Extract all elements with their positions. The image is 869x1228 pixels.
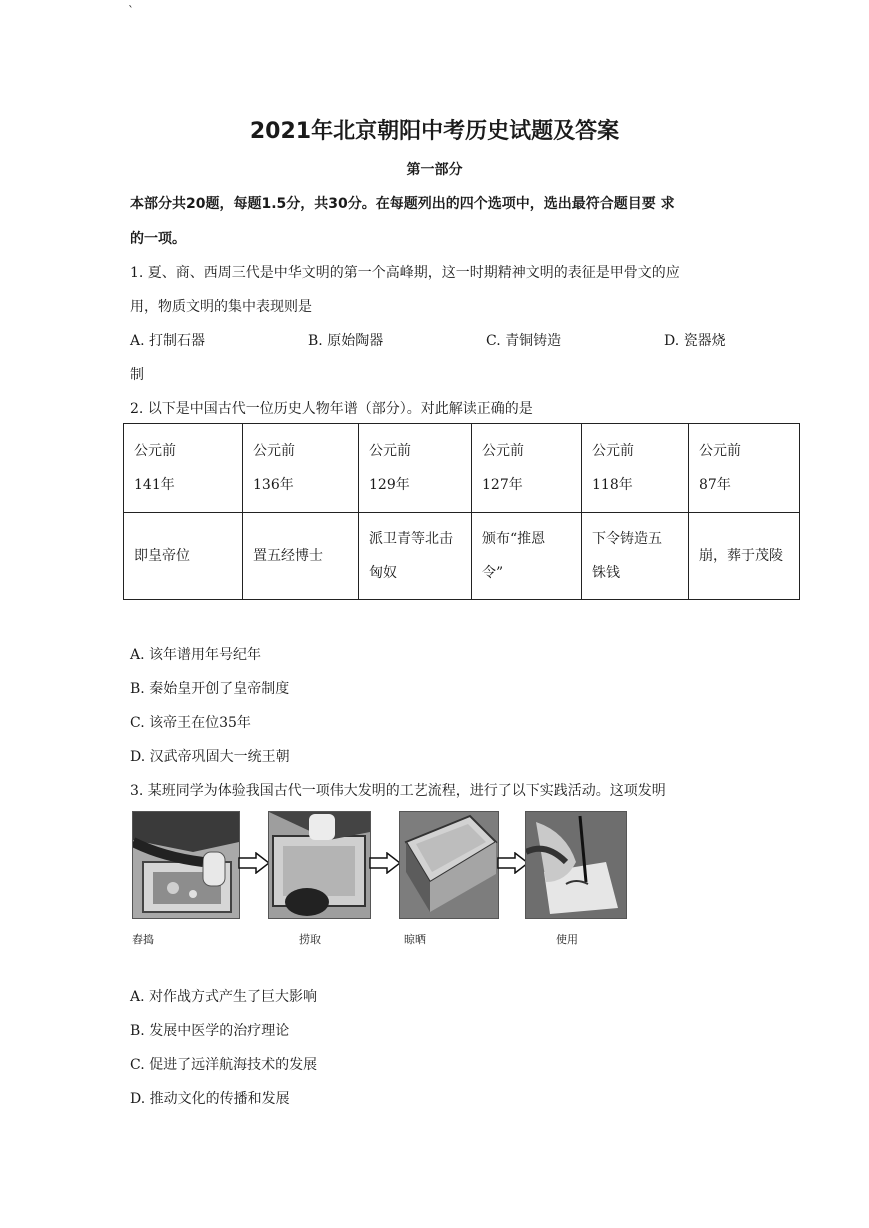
table-cell-event: 崩，葬于茂陵 bbox=[689, 513, 800, 600]
caption-pounding: 舂捣 bbox=[132, 933, 154, 946]
q2-option-b: B. 秦始皇开创了皇帝制度 bbox=[130, 681, 290, 697]
table-cell-event: 置五经博士 bbox=[243, 513, 359, 600]
instructions-line-2: 的一项。 bbox=[130, 231, 186, 247]
photo-scooping bbox=[268, 811, 371, 919]
chronology-table bbox=[123, 423, 800, 600]
page-title: 2021年北京朝阳中考历史试题及答案 bbox=[249, 119, 620, 144]
photo-using bbox=[525, 811, 627, 919]
q2-stem: 2. 以下是中国古代一位历史人物年谱（部分）。对此解读正确的是 bbox=[130, 401, 533, 417]
q2-option-a: A. 该年谱用年号纪年 bbox=[130, 647, 262, 663]
table-cell-year: 公元前 87年 bbox=[689, 424, 800, 513]
caption-drying: 晾晒 bbox=[404, 933, 426, 946]
photo-drying bbox=[399, 811, 499, 919]
q2-option-d: D. 汉武帝巩固大一统王朝 bbox=[130, 749, 290, 765]
photo-pounding bbox=[132, 811, 240, 919]
table-row-years bbox=[124, 424, 800, 513]
table-cell-event: 下令铸造五 铢钱 bbox=[582, 513, 689, 600]
table-cell-year: 公元前 127年 bbox=[472, 424, 582, 513]
arrow-icon bbox=[238, 852, 270, 874]
table-cell-year: 公元前 141年 bbox=[124, 424, 243, 513]
instructions-line-1: 本部分共20题，每题1.5分，共30分。在每题列出的四个选项中，选出最符合题目要 求 bbox=[130, 196, 675, 212]
table-cell-year: 公元前 136年 bbox=[243, 424, 359, 513]
q1-option-a: A. 打制石器 bbox=[130, 333, 206, 349]
caption-using: 使用 bbox=[556, 933, 578, 946]
q3-option-d: D. 推动文化的传播和发展 bbox=[130, 1091, 290, 1107]
q1-stem-line-2: 用，物质文明的集中表现则是 bbox=[130, 299, 312, 315]
q1-option-c: C. 青铜铸造 bbox=[486, 333, 562, 349]
q2-option-c: C. 该帝王在位35年 bbox=[130, 715, 251, 731]
table-cell-event: 即皇帝位 bbox=[124, 513, 243, 600]
table-cell-event: 颁布“推恩 令” bbox=[472, 513, 582, 600]
q1-option-d-wrap: 制 bbox=[130, 367, 144, 383]
arrow-icon bbox=[369, 852, 401, 874]
q3-option-a: A. 对作战方式产生了巨大影响 bbox=[130, 989, 318, 1005]
table-row-events bbox=[124, 513, 800, 600]
table-cell-year: 公元前 118年 bbox=[582, 424, 689, 513]
q1-option-b: B. 原始陶器 bbox=[308, 333, 384, 349]
header-mark: ` bbox=[128, 4, 134, 18]
q1-stem-line-1: 1. 夏、商、西周三代是中华文明的第一个高峰期，这一时期精神文明的表征是甲骨文的应 bbox=[130, 265, 680, 281]
table-cell-event: 派卫青等北击 匈奴 bbox=[359, 513, 472, 600]
q3-stem: 3. 某班同学为体验我国古代一项伟大发明的工艺流程，进行了以下实践活动。这项发明 bbox=[130, 783, 666, 799]
table-cell-year: 公元前 129年 bbox=[359, 424, 472, 513]
q3-option-b: B. 发展中医学的治疗理论 bbox=[130, 1023, 290, 1039]
q3-option-c: C. 促进了远洋航海技术的发展 bbox=[130, 1057, 318, 1073]
section-title: 第一部分 bbox=[406, 162, 463, 178]
caption-scooping: 捞取 bbox=[299, 933, 321, 946]
q1-option-d: D. 瓷器烧 bbox=[664, 333, 726, 349]
